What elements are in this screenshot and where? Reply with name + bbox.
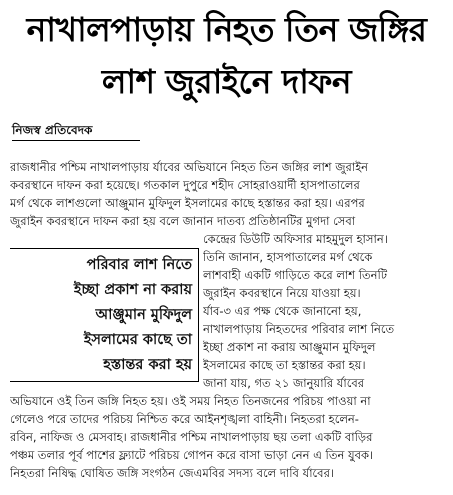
- body-line: র্যাব-৩ এর পক্ষ থেকে জানানো হয়,: [203, 304, 362, 318]
- pull-quote-line: হস্তান্তর করা হয়: [103, 357, 192, 373]
- body-line: কবরস্থানে দাফন করা হয়েছে। গতকাল দুপুরে শহীদ সোহরাওয়ার্দী হাসপাতালের: [10, 178, 360, 192]
- pull-quote: [10, 248, 199, 382]
- body-line: নিহতরা নিষিদ্ধ ঘোষিত জঙ্গি সংগঠন জেএমবির সদস্য বলে দাবি র্যাবের।: [10, 466, 335, 480]
- headline-line-1: নাখালপাড়ায় নিহত তিন জঙ্গির: [26, 10, 427, 49]
- body-line: তিনি জানান, হাসপাতালের মর্গ থেকে: [203, 250, 373, 264]
- pull-quote-line: আঞ্জুমান মুফিদুল: [95, 307, 192, 323]
- body-line: মর্গ থেকে লাশগুলো আঞ্জুমান মুফিদুল ইসলামের কাছে হস্তান্তর করা হয়। এরপর: [10, 196, 365, 210]
- body-line: জানা যায়, গত ২১ জানুয়ারি র্যাবের: [203, 376, 365, 390]
- body-line: পঞ্চম তলার পূর্ব পাশের ফ্ল্যাটে পরিচয় গোপন করে বাসা ভাড়া নেন এ তিন যুবক।: [10, 448, 374, 462]
- body-line: লাশবাহী একটি গাড়িতে করে লাশ তিনটি: [203, 268, 388, 282]
- pull-quote-line: ইসলামের কাছে তা: [83, 332, 192, 348]
- body-line: জুরাইন কবরস্থানে নিয়ে যাওয়া হয়।: [203, 286, 361, 300]
- body-line: ইচ্ছা প্রকাশ না করায় আঞ্জুমান মুফিদুল: [203, 340, 376, 354]
- body-line: অভিযানে ওই তিন জঙ্গি নিহত হয়। ওই সময় নিহত তিনজনের পরিচয় পাওয়া না: [10, 394, 371, 408]
- body-line: রাজধানীর পশ্চিম নাখালপাড়ায় র্যাবের অভিযানে নিহত তিন জঙ্গির লাশ জুরাইন: [10, 160, 369, 174]
- byline-underline: [12, 140, 140, 141]
- body-line: গেলেও পরে তাদের পরিচয় নিশ্চিত করে আইনশৃঙ্খলা বাহিনী। নিহতরা হলেন-: [10, 412, 359, 426]
- pull-quote-line: ইচ্ছা প্রকাশ না করায়: [73, 282, 192, 298]
- body-line: কেন্দ্রের ডিউটি অফিসার মাহমুদুল হাসান।: [203, 232, 388, 246]
- byline: নিজস্ব প্রতিবেদক: [12, 123, 93, 137]
- body-line: রবিন, নাফিজ ও মেসবাহ। রাজধানীর পশ্চিম নাখালপাড়ায় ছয় তলা একটি বাড়ির: [10, 430, 373, 444]
- headline-line-2: লাশ জুরাইনে দাফন: [101, 62, 352, 101]
- body-line: জুরাইন কবরস্থানে দাফন করা হয় বলে জানান দাতব্য প্রতিষ্ঠানটির মুগদা সেবা: [10, 214, 356, 228]
- body-line: নাখালপাড়ায় নিহতদের পরিবার লাশ নিতে: [203, 322, 395, 336]
- pull-quote-line: পরিবার লাশ নিতে: [86, 257, 192, 273]
- body-line: ইসলামের কাছে তা হস্তান্তর করা হয়।: [203, 358, 366, 372]
